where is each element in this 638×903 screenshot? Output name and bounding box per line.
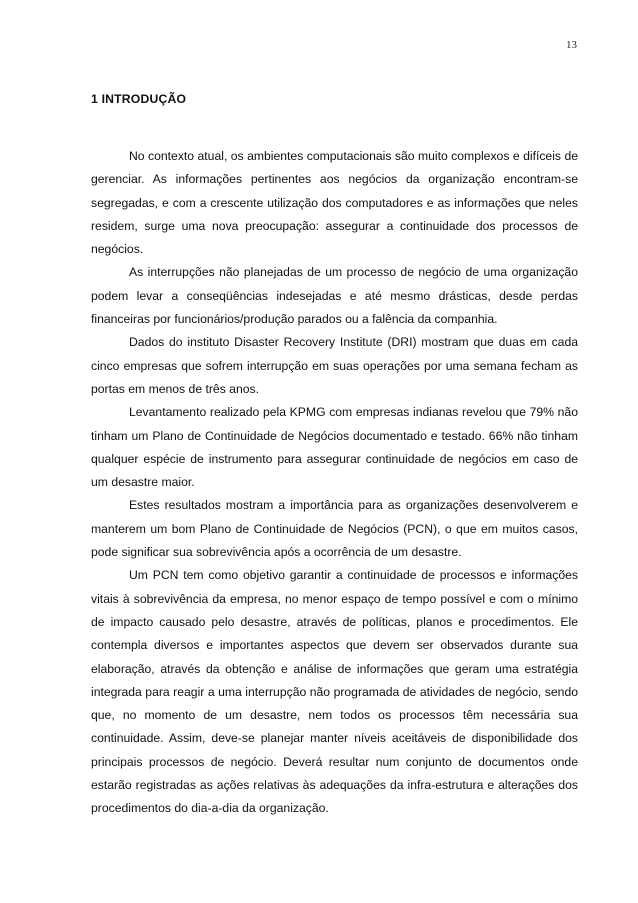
paragraph-kpmg-survey: Levantamento realizado pela KPMG com empresas indianas revelou que 79% não tinham um Plano de Continuidade de Negócios documentado e testado. 66% não tinham qualquer espécie de instrumento para assegurar continuidade de negócios em caso de um desastre maior. <box>91 405 578 490</box>
body-text <box>91 145 578 821</box>
paragraph-context: No contexto atual, os ambientes computacionais são muito complexos e difíceis de gerenciar. As informações pertinentes aos negócios da organização encontram-se segregadas, e com a crescente utilização dos computadores e as informações que neles residem, surge uma nova preocupação: assegurar a continuidade dos processos de negócios. <box>91 149 578 257</box>
page-number: 13 <box>566 39 577 51</box>
paragraph-pcn-objective: Um PCN tem como objetivo garantir a continuidade de processos e informações vitais à sobrevivência da empresa, no menor espaço de tempo possível e com o mínimo de impacto causado pelo desastre, através de políticas, planos e procedimentos. Ele contempla diversos e importantes aspectos que devem ser observados durante sua elaboração, através da obtenção e análise de informações que geram uma estratégia integrada para reagir a uma interrupção não programada de atividades de negócio, sendo que, no momento de um desastre, nem todos os processos têm necessária sua continuidade. Assim, deve-se planejar manter níveis aceitáveis de disponibilidade dos principais processos de negócio. Deverá resultar num conjunto de documentos onde estarão registradas as ações relativas às adequações da infra-estrutura e alterações dos procedimentos do dia-a-dia da organização. <box>91 568 578 816</box>
paragraph-dri-data: Dados do instituto Disaster Recovery Institute (DRI) mostram que duas em cada cinco empresas que sofrem interrupção em suas operações por uma semana fecham as portas em menos de três anos. <box>91 335 578 396</box>
paragraph-pcn-importance: Estes resultados mostram a importância para as organizações desenvolverem e manterem um bom Plano de Continuidade de Negócios (PCN), o que em muitos casos, pode significar sua sobrevivência após a ocorrência de um desastre. <box>91 498 578 560</box>
section-heading: 1 INTRODUÇÃO <box>91 92 187 106</box>
paragraph-interruptions: As interrupções não planejadas de um processo de negócio de uma organização podem levar a conseqüências indesejadas e até mesmo drásticas, desde perdas financeiras por funcionários/produção parados ou a falência da companhia. <box>91 265 578 327</box>
